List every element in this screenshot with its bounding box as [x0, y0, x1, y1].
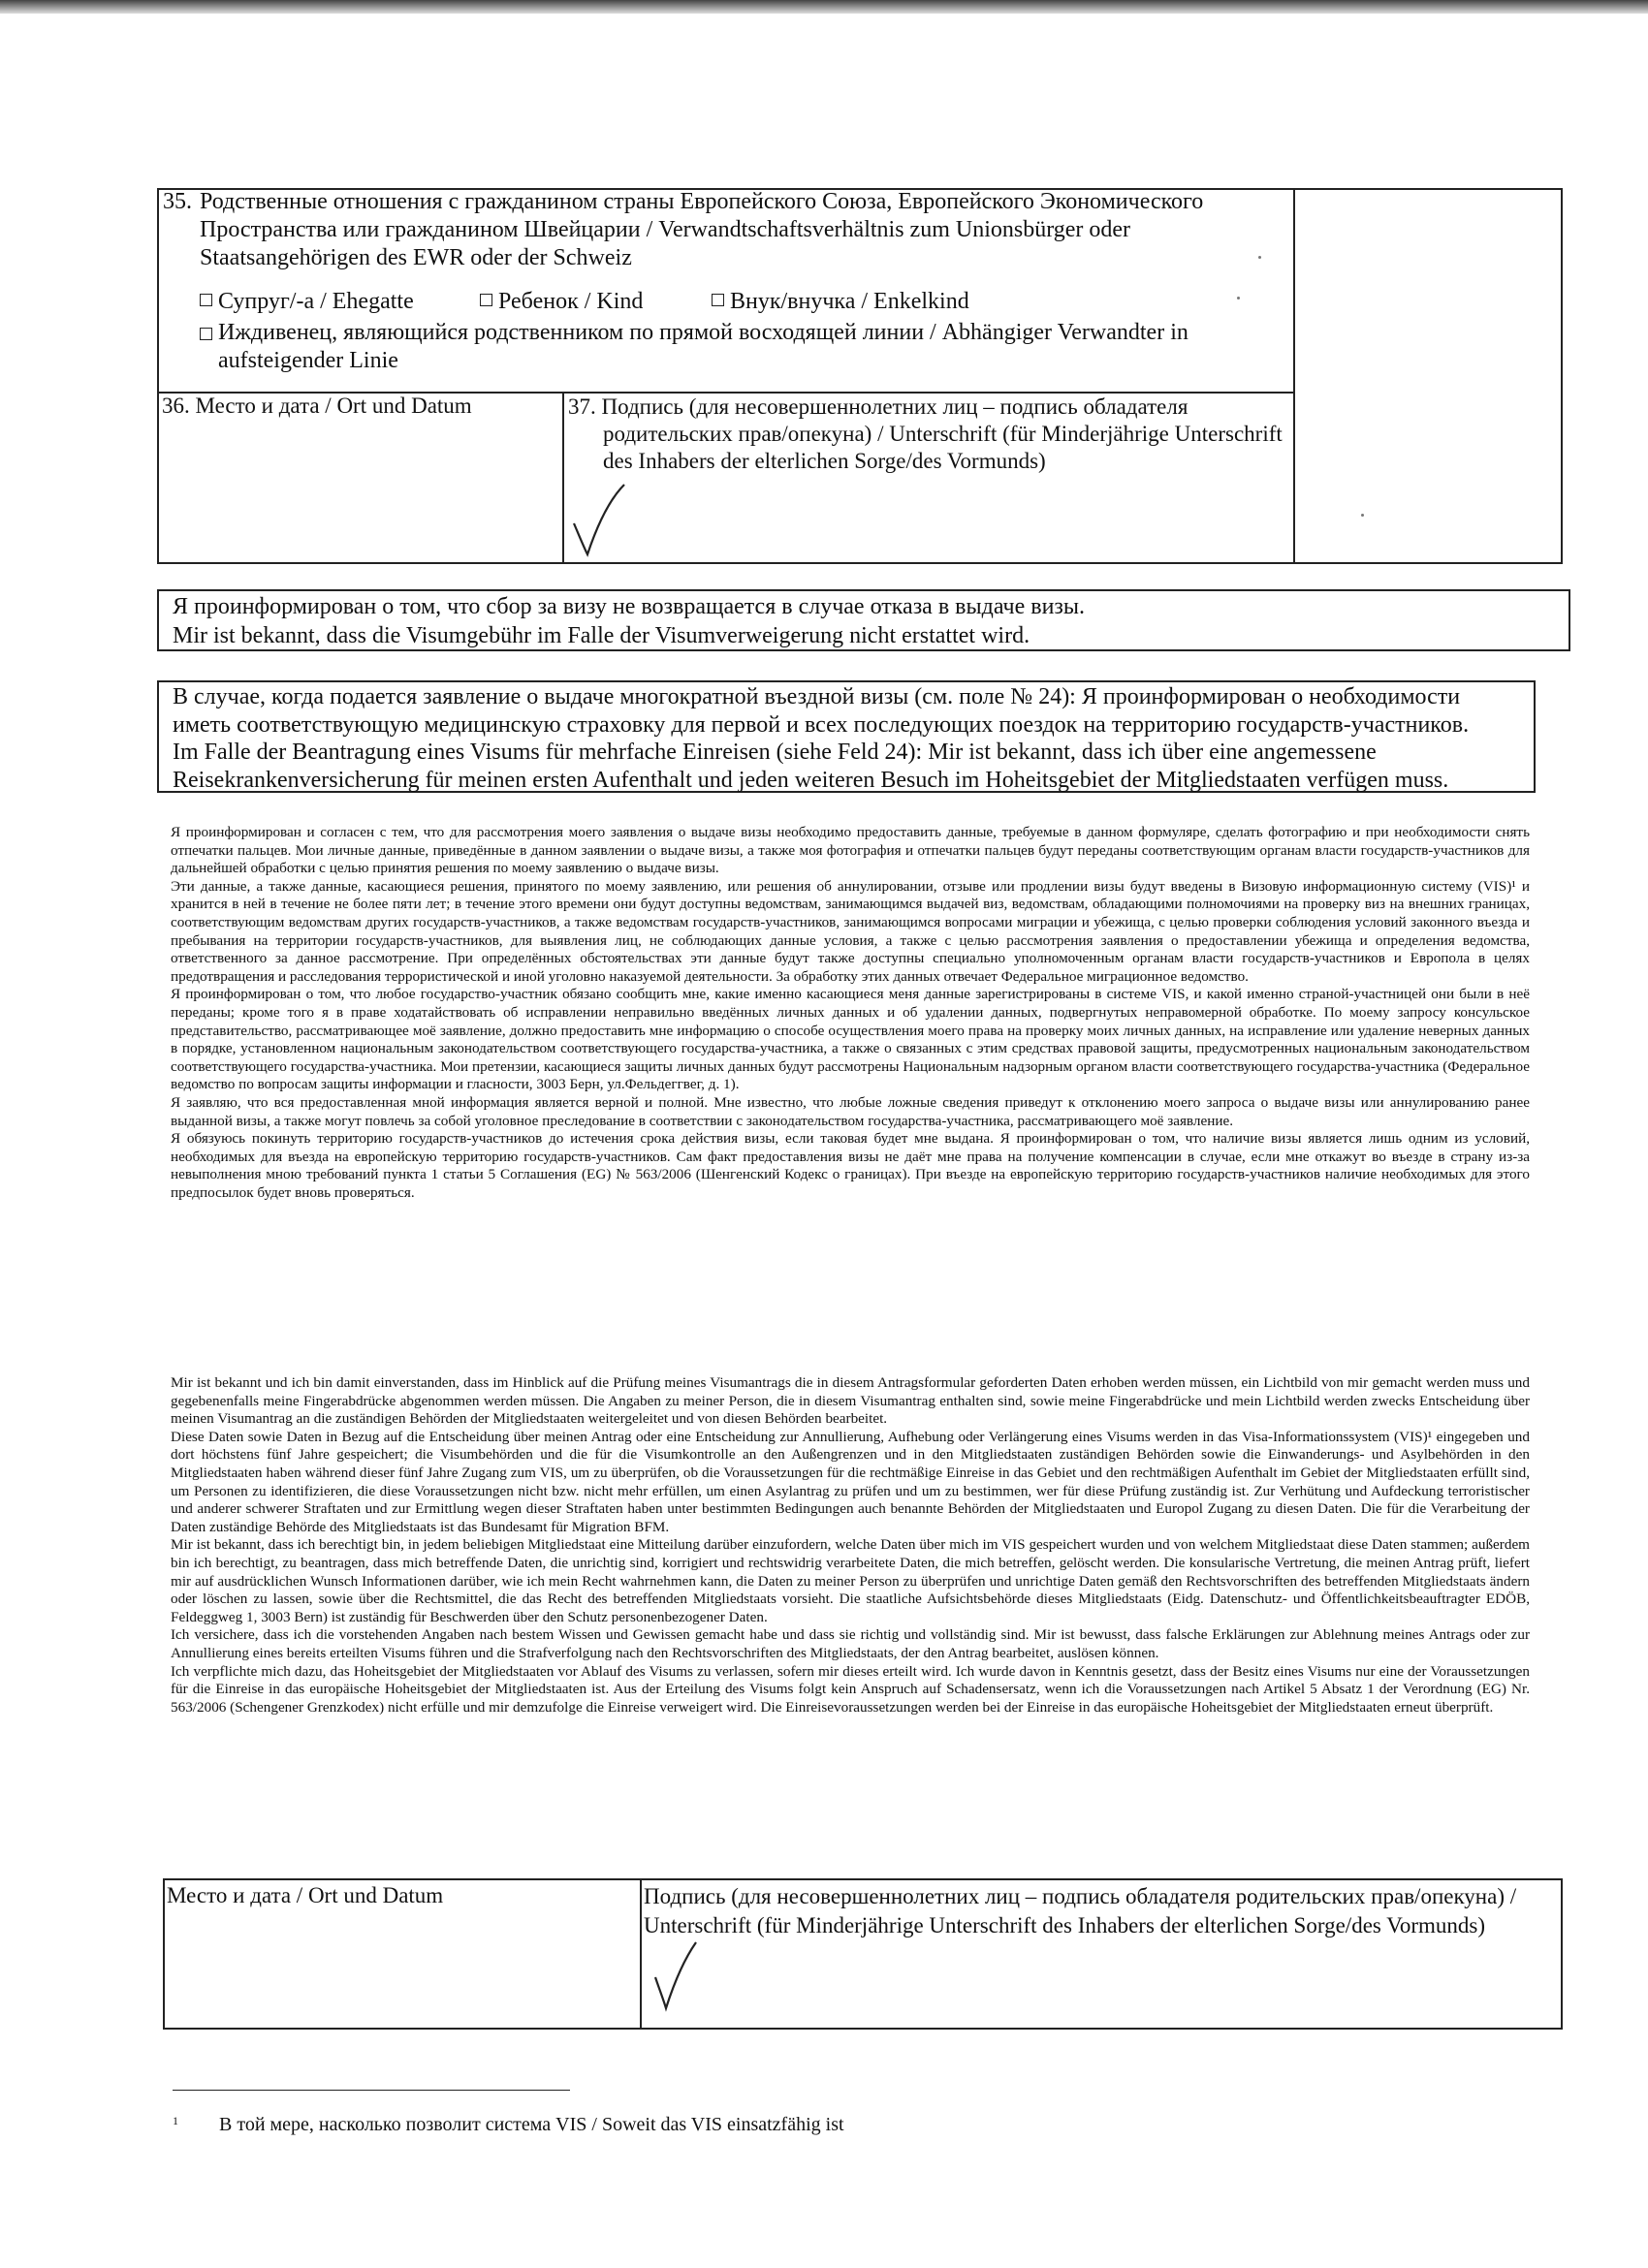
- final-place-date-label: Место и дата / Ort und Datum: [167, 1883, 444, 1907]
- field-36-label: 36. Место и дата / Ort und Datum: [162, 394, 472, 418]
- checkbox-dependent-label: Иждивенец, являющийся родственником по прямой восходящей линии / Abhängiger Verwandter in aufsteigender Linie: [218, 320, 1188, 373]
- final-signature-check-mark: [651, 1938, 700, 2012]
- scan-edge: [0, 0, 1648, 14]
- checkbox-dependent-box[interactable]: [200, 328, 212, 340]
- field-37: [565, 394, 1290, 475]
- scan-speck: [1258, 256, 1261, 259]
- checkbox-dependent[interactable]: [163, 319, 1287, 375]
- notice-insurance-de: Im Falle der Beantragung eines Visums für mehrfache Einreisen (siehe Feld 24): Mir ist bekannt, dass ich über eine angemessene Reisekrankenversicherung für meinen ersten Aufenthalt und jeden weiteren Besuch im Hoheitsgebiet der Mitgliedstaaten verfügen muss.: [173, 740, 1449, 793]
- notice-insurance-ru: В случае, когда подается заявление о выдаче многократной въездной визы (см. поле № 24): Я проинформирован о необходимости иметь соответствующую медицинскую страховку для первой и всех последующих поездок на территорию государств-участников.: [173, 684, 1470, 738]
- notice-visa-fee-ru: Я проинформирован о том, что сбор за визу не возвращается в случае отказа в выдаче визы.: [173, 594, 1086, 619]
- footnote-text: В той мере, насколько позволит система VIS / Soweit das VIS einsatzfähig ist: [219, 2114, 844, 2135]
- checkbox-spouse-label: Супруг/-а / Ehegatte: [218, 289, 414, 314]
- checkbox-child-label: Ребенок / Kind: [498, 289, 644, 314]
- field-37-label: 37. Подпись (для несовершеннолетних лиц – подпись обладателя родительских прав/опекуна) / Unterschrift (für Minderjährige Unterschrift des Inhabers der elterlichen Sorge/des Vormunds): [568, 394, 1283, 473]
- declaration-de: [171, 1374, 1530, 1717]
- declaration-de-paragraph: Diese Daten sowie Daten in Bezug auf die Entscheidung über meinen Antrag oder eine Entscheidung zur Annullierung, Aufhebung oder Verlängerung eines Visums werden in das Visa-Informationssystem (VIS)¹ eingegeben und dort höchstens fünf Jahre gespeichert; die Visumbehörden und die für die Visumkontrolle an den Außengrenzen und in den Mitgliedstaaten zuständigen Behörden sowie die Einwanderungs- und Asylbehörden in den Mitgliedstaaten haben während dieser fünf Jahre Zugang zum VIS, um zu überprüfen, ob die Voraussetzungen für die rechtmäßige Einreise in das Gebiet und den rechtmäßigen Aufenthalt im Gebiet der Mitgliedstaaten erfüllt sind, um Personen zu identifizieren, die diese Voraussetzungen nicht bzw. nicht mehr erfüllen, um einen Asylantrag zu prüfen und um zu bestimmen, wer für diese Prüfung zuständig ist. Zur Verhütung und Aufdeckung terroristischer und anderer schwerer Straftaten und zur Ermittlung wegen dieser Straftaten haben unter bestimmten Bedingungen auch benannte Behörden der Mitgliedstaaten und Europol Zugang zu diesen Daten. Die für die Verarbeitung der Daten zuständige Behörde des Mitgliedstaats ist das Bundesamt für Migration BFM.: [171, 1428, 1530, 1535]
- checkbox-spouse-box[interactable]: [200, 294, 212, 306]
- checkbox-spouse[interactable]: [200, 288, 414, 316]
- right-column-divider: [1293, 188, 1295, 564]
- notice-visa-fee-de: Mir ist bekannt, dass die Visumgebühr im Falle der Visumverweigerung nicht erstattet wird.: [173, 623, 1030, 648]
- declaration-ru-paragraph: Я проинформирован и согласен с тем, что для рассмотрения моего заявления о выдаче визы необходимо предоставить данные, требуемые в данном формуляре, сделать фотографию и при необходимости снять отпечатки пальцев. Мои личные данные, приведённые в данном заявлении о выдаче визы, а также моя фотография и отпечатки пальцев будут переданы соответствующим органам власти государств-участников для дальнейшей обработки с целью принятия решения по моему заявлению о выдаче визы.: [171, 824, 1530, 877]
- declaration-de-paragraph: Ich verpflichte mich dazu, das Hoheitsgebiet der Mitgliedstaaten vor Ablauf des Visums zu verlassen, sofern mir dieses erteilt wird. Ich wurde davon in Kenntnis gesetzt, dass der Besitz eines Visums nur eine der Voraussetzungen für die Einreise in das europäische Hoheitsgebiet der Mitgliedstaaten ist. Aus der Erteilung des Visums folgt kein Anspruch auf Schadensersatz, wenn ich die Voraussetzungen nach Artikel 5 Absatz 1 der Verordnung (EG) Nr. 563/2006 (Schengener Grenzkodex) nicht erfülle und mir demzufolge die Einreise verweigert wird. Die Einreisevoraussetzungen werden bei der Einreise in das europäische Hoheitsgebiet der Mitgliedstaaten erneut überprüft.: [171, 1662, 1530, 1716]
- field-36: [159, 393, 558, 420]
- final-signature: [642, 1882, 1559, 1940]
- declaration-de-paragraph: Mir ist bekannt und ich bin damit einverstanden, dass im Hinblick auf die Prüfung meines Visumantrags die in diesem Antragsformular geforderten Daten erhoben werden müssen, ein Lichtbild von mir gemacht werden muss und gegebenenfalls meine Fingerabdrücke abgenommen werden müssen. Die Angaben zu meiner Person, die in diesem Visumantrag enthalten sind, sowie meine Fingerabdrücke und mein Lichtbild werden zwecks Entscheidung über meinen Visumantrag an die zuständigen Behörden der Mitgliedstaaten weitergeleitet und von diesen Behörden bearbeitet.: [171, 1374, 1530, 1428]
- declaration-ru-paragraph: Я обязуюсь покинуть территорию государств-участников до истечения срока действия визы, если таковая будет мне выдана. Я проинформирован о том, что наличие визы является лишь одним из условий, необходимых для въезда на европейскую территорию государств-участников. Сам факт предоставления визы не даёт мне права на получение компенсации в случае, если мне откажут во въезде в страну из-за невыполнения мною требований пункта 1 статьи 5 Соглашения (EG) № 563/2006 (Шенгенский Кодекс о границах). При въезде на европейскую территорию государств-участников наличие необходимых для этого предпосылок будет вновь проверяться.: [171, 1130, 1530, 1201]
- checkbox-grandchild-label: Внук/внучка / Enkelkind: [730, 289, 969, 314]
- final-signature-label: Подпись (для несовершеннолетних лиц – подпись обладателя родительских прав/опекуна) / Unterschrift (für Minderjährige Unterschrift des Inhabers der elterlichen Sorge/des Vormunds): [644, 1884, 1517, 1937]
- final-place-date: [165, 1882, 636, 1909]
- checkbox-child[interactable]: [480, 288, 643, 316]
- footnote: [173, 2109, 1433, 2136]
- footnote-rule: [173, 2090, 570, 2091]
- signature-check-mark: [570, 481, 628, 558]
- declaration-ru: [171, 824, 1530, 1202]
- checkbox-child-box[interactable]: [480, 294, 492, 306]
- scan-speck: [1361, 514, 1364, 517]
- checkbox-grandchild-box[interactable]: [712, 294, 724, 306]
- field-35: [159, 188, 1291, 375]
- declaration-ru-paragraph: Я заявляю, что вся предоставленная мной информация является верной и полной. Мне известно, что любые ложные сведения приведут к отклонению моего запроса о выдаче визы или аннулированию ранее выданной визы, а также могут повлечь за собой уголовное преследование в соответствии с законодательством государства-участника, рассматривающего моё заявление.: [171, 1093, 1530, 1129]
- checkbox-grandchild[interactable]: [712, 288, 969, 316]
- declaration-de-paragraph: Mir ist bekannt, dass ich berechtigt bin, in jedem beliebigen Mitgliedstaat eine Mitteilung darüber einzufordern, welche Daten über mich im VIS gespeichert wurden und von welchem Mitgliedstaat diese Daten stammen; außerdem bin ich berechtigt, zu beantragen, dass mich betreffende Daten, die unrichtig sind, korrigiert und rechtswidrig verarbeitete Daten, die mich betreffen, gelöscht werden. Die konsularische Vertretung, die meinen Antrag prüft, liefert mir auf ausdrücklichen Wunsch Informationen darüber, wie ich mein Recht wahrnehmen kann, die Daten zu meiner Person zu überprüfen und unrichtige Daten gemäß den Rechtsvorschriften des betreffenden Mitgliedstaats ändern oder löschen zu lassen, sowie über die Rechtsmittel, die das Recht des betreffenden Mitgliedstaats vorsieht. Die staatliche Aufsichtsbehörde dieses Mitgliedstaats (Eidg. Datenschutz- und Öffentlichkeitsbeauftragter EDÖB, Feldeggweg 1, 3003 Bern) ist zuständig für Beschwerden über den Schutz personenbezogener Daten.: [171, 1536, 1530, 1625]
- notice-insurance: [157, 680, 1536, 793]
- field-36-37-divider: [562, 392, 564, 564]
- declaration-de-paragraph: Ich versichere, dass ich die vorstehenden Angaben nach bestem Wissen und Gewissen gemacht habe und dass sie richtig und vollständig sind. Mir ist bewusst, dass falsche Erklärungen zur Ablehnung meines Antrags oder zur Annullierung eines bereits erteilten Visums führen und die Strafverfolgung nach den Rechtsvorschriften des Mitgliedstaats, der den Antrag bearbeitet, auslösen können.: [171, 1626, 1530, 1661]
- field-35-title: Родственные отношения с гражданином страны Европейского Союза, Европейского Экономического Пространства или гражданином Швейцарии / Verwandtschaftsverhältnis zum Unionsbürger oder Staatsangehörigen des EWR oder der Schweiz: [200, 189, 1204, 270]
- footnote-mark: 1: [173, 2114, 178, 2127]
- declaration-ru-paragraph: Эти данные, а также данные, касающиеся решения, принятого по моему заявлению, или решения об аннулировании, отзыве или продлении визы будут введены в Визовую информационную систему (VIS)¹ и хранится в ней в течение не более пяти лет; в течение этого времени они будут доступны ведомствам, занимающимся выдачей виз, ведомствам, обладающими полномочиями на проверку виз на внешних границах, соответствующим ведомствам других государств-участников, а также ведомствам государств-участников, занимающимся вопросами миграции и убежища, с целью проверки соблюдения условий законного въезда и пребывания на территории государств-участников, для выявления лиц, не соблюдающих данные условия, а также с целью рассмотрения заявления о предоставлении убежища и определения ведомства, ответственного за данное рассмотрение. При определённых обстоятельствах эти данные будут также доступны специально уполномоченным органам власти государств-участников и Европола в целях предотвращения и расследования террористической и иной уголовно наказуемой деятельности. За обработку этих данных отвечает Федеральное миграционное ведомство.: [171, 877, 1530, 985]
- notice-visa-fee: [157, 589, 1570, 651]
- scan-speck: [1237, 297, 1240, 299]
- field-35-number: 35.: [163, 189, 192, 214]
- declaration-ru-paragraph: Я проинформирован о том, что любое государство-участник обязано сообщить мне, какие именно касающиеся меня данные зарегистрированы в системе VIS, и какой именно страной-участницей они были в неё переданы; кроме того я в праве ходатайствовать об исправлении неправильно введённых личных данных и об удалении данных, подвергнутых неправомерной обработке. По моему запросу консульское представительство, рассматривающее моё заявление, должно предоставить мне информацию о способе осуществления моего права на проверку моих личных данных, на исправление или удаление неверных данных в порядке, установленном национальным законодательством соответствующего государства-участника, а также о связанных с этим средствах правовой защиты, предусмотренных национальным законодательством соответствующего государства-участника. Мои претензии, касающиеся защиты личных данных будут рассмотрены Национальным надзорным органом власти соответствующего государства-участника (Федеральное ведомство по вопросам защиты информации и гласности, 3003 Берн, ул.Фельдеггвег, д. 1).: [171, 986, 1530, 1093]
